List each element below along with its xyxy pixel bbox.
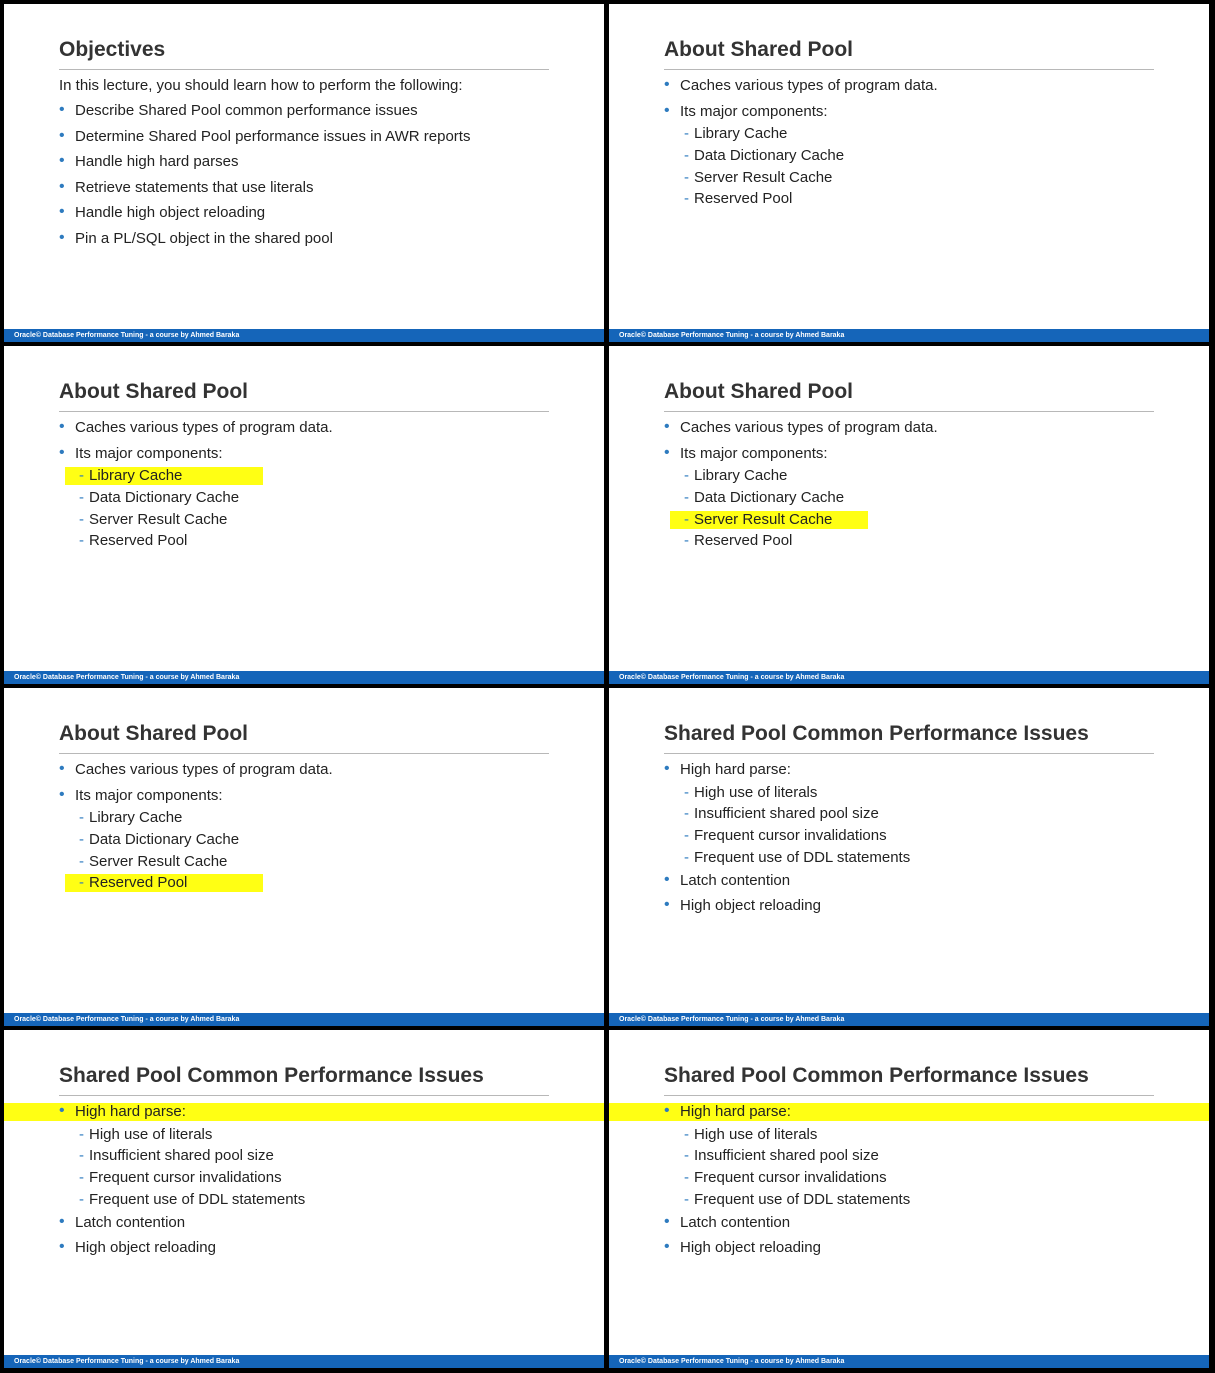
slide-body [59, 1103, 604, 1265]
sub-item: - Frequent use of DDL statements [664, 849, 1209, 867]
sub-list [664, 784, 1209, 867]
slide-body [59, 761, 604, 897]
sub-item: - Data Dictionary Cache [59, 831, 604, 849]
sub-item-highlighted: - Server Result Cache [670, 511, 868, 529]
bullet-item: • Handle high hard parses [59, 153, 604, 171]
slide-title: About Shared Pool [664, 379, 1154, 412]
slide-footer: Oracle© Database Performance Tuning - a course by Ahmed Baraka [609, 1013, 1209, 1026]
slide-title: About Shared Pool [59, 721, 549, 754]
slide-8 [609, 1030, 1209, 1368]
sub-item: - Insufficient shared pool size [59, 1147, 604, 1165]
sub-item: - Library Cache [664, 467, 1209, 485]
bullet-item: • Its major components: [664, 445, 1209, 463]
slide-footer: Oracle© Database Performance Tuning - a course by Ahmed Baraka [4, 329, 604, 342]
intro-text: In this lecture, you should learn how to perform the following: [59, 77, 463, 94]
bullet-item: • Describe Shared Pool common performance issues [59, 102, 604, 120]
sub-item: - Reserved Pool [59, 532, 604, 550]
sub-item: - Insufficient shared pool size [664, 1147, 1209, 1165]
bullet-item-highlighted: • High hard parse: [4, 1103, 604, 1121]
bullet-item: • Its major components: [59, 445, 604, 463]
bullet-item: • Caches various types of program data. [664, 419, 1209, 437]
slide-5 [4, 688, 604, 1026]
sub-list [664, 125, 1209, 208]
slide-footer: Oracle© Database Performance Tuning - a course by Ahmed Baraka [4, 671, 604, 684]
slide-title: About Shared Pool [59, 379, 549, 412]
sub-item: - Reserved Pool [664, 532, 1209, 550]
bullet-item: • Retrieve statements that use literals [59, 179, 604, 197]
slide-body [59, 77, 604, 255]
slide-body [59, 419, 604, 555]
sub-item: - Data Dictionary Cache [59, 489, 604, 507]
bullet-item: • Caches various types of program data. [664, 77, 1209, 95]
bullet-item: • Latch contention [59, 1214, 604, 1232]
slide-footer: Oracle© Database Performance Tuning - a course by Ahmed Baraka [609, 671, 1209, 684]
slide-body [664, 761, 1209, 923]
bullet-item: • High object reloading [664, 897, 1209, 915]
bullet-item: • Latch contention [664, 872, 1209, 890]
sub-item: - High use of literals [664, 1126, 1209, 1144]
bullet-item: • High object reloading [59, 1239, 604, 1257]
sub-item: - Library Cache [59, 809, 604, 827]
bullet-item: • Pin a PL/SQL object in the shared pool [59, 230, 604, 248]
slide-footer: Oracle© Database Performance Tuning - a course by Ahmed Baraka [4, 1013, 604, 1026]
bullet-item: • Caches various types of program data. [59, 761, 604, 779]
sub-item: - High use of literals [664, 784, 1209, 802]
sub-item: - Data Dictionary Cache [664, 147, 1209, 165]
bullet-item: • Handle high object reloading [59, 204, 604, 222]
sub-list [664, 467, 1209, 550]
slide-2 [609, 4, 1209, 342]
bullet-item: • Determine Shared Pool performance issues in AWR reports [59, 128, 604, 146]
slide-footer: Oracle© Database Performance Tuning - a course by Ahmed Baraka [4, 1355, 604, 1368]
bullet-item: • Latch contention [664, 1214, 1209, 1232]
slide-body [664, 419, 1209, 555]
sub-item: - Server Result Cache [59, 511, 604, 529]
sub-item: - Server Result Cache [59, 853, 604, 871]
sub-list [59, 809, 604, 892]
sub-item: - Frequent cursor invalidations [59, 1169, 604, 1187]
slide-footer: Oracle© Database Performance Tuning - a course by Ahmed Baraka [609, 1355, 1209, 1368]
slide-6 [609, 688, 1209, 1026]
slide-1 [4, 4, 604, 342]
bullet-item-highlighted: • High hard parse: [609, 1103, 1209, 1121]
sub-item: - Frequent cursor invalidations [664, 827, 1209, 845]
bullet-item: • High object reloading [664, 1239, 1209, 1257]
bullet-item: • Its major components: [664, 103, 1209, 121]
slide-body [664, 1103, 1209, 1265]
sub-item: - Data Dictionary Cache [664, 489, 1209, 507]
sub-item: - Frequent cursor invalidations [664, 1169, 1209, 1187]
sub-item-highlighted: - Library Cache [65, 467, 263, 485]
sub-list [664, 1126, 1209, 1209]
sub-list [59, 1126, 604, 1209]
sub-item: - Insufficient shared pool size [664, 805, 1209, 823]
sub-list [59, 467, 604, 550]
slide-4 [609, 346, 1209, 684]
sub-item-highlighted: - Reserved Pool [65, 874, 263, 892]
bullet-item: • High hard parse: [664, 761, 1209, 779]
sub-item: - Frequent use of DDL statements [59, 1191, 604, 1209]
slide-title: Shared Pool Common Performance Issues [59, 1063, 549, 1096]
sub-item: - High use of literals [59, 1126, 604, 1144]
slide-title: Shared Pool Common Performance Issues [664, 1063, 1154, 1096]
slide-title: Shared Pool Common Performance Issues [664, 721, 1154, 754]
slide-3 [4, 346, 604, 684]
sub-item: - Frequent use of DDL statements [664, 1191, 1209, 1209]
slide-title: About Shared Pool [664, 37, 1154, 70]
sub-item: - Reserved Pool [664, 190, 1209, 208]
sub-item: - Server Result Cache [664, 169, 1209, 187]
sub-item: - Library Cache [664, 125, 1209, 143]
slide-title: Objectives [59, 37, 549, 70]
slide-7 [4, 1030, 604, 1368]
slide-body [664, 77, 1209, 213]
bullet-item: • Its major components: [59, 787, 604, 805]
bullet-item: • Caches various types of program data. [59, 419, 604, 437]
slide-grid [4, 4, 1209, 1368]
slide-footer: Oracle© Database Performance Tuning - a course by Ahmed Baraka [609, 329, 1209, 342]
